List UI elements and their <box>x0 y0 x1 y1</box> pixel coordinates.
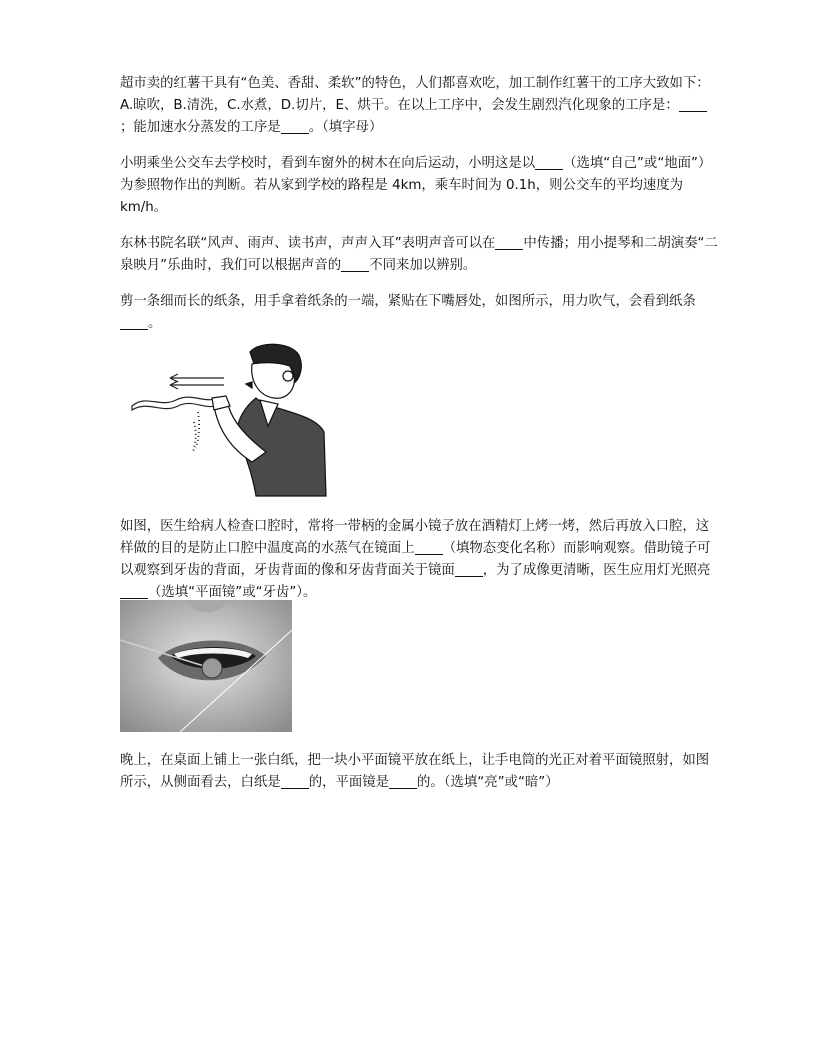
question-text: 中传播；用小提琴和二胡演奏“二泉映月”乐曲时，我们可以根据声音的 <box>120 236 718 273</box>
question-4 <box>120 291 720 335</box>
question-text: （选填“平面镜”或“牙齿”）。 <box>148 585 317 600</box>
question-text: 晚上，在桌面上铺上一张白纸，把一块小平面镜平放在纸上，让手电筒的光正对着平面镜照射，如图所示，从侧面看去，白纸是 <box>120 753 710 790</box>
answer-blank <box>281 773 309 789</box>
answer-blank <box>120 583 148 599</box>
question-6 <box>120 750 720 794</box>
answer-blank <box>341 256 369 272</box>
answer-blank <box>120 314 148 330</box>
question-text: 。 <box>148 316 162 331</box>
answer-blank <box>415 539 443 555</box>
answer-blank <box>535 154 563 170</box>
paper-strip <box>132 397 220 410</box>
dental-mirror <box>202 658 222 678</box>
question-text: ；能加速水分蒸发的工序是 <box>120 120 281 135</box>
question-text: ，为了成像更清晰，医生应用灯光照亮 <box>482 563 711 578</box>
answer-blank <box>679 96 707 112</box>
arrow-heads <box>170 374 178 389</box>
question-5 <box>120 516 720 604</box>
answer-blank <box>495 234 523 250</box>
question-text: 。（填字母） <box>308 120 383 135</box>
question-text: （填物态变化名称）而影响观察。借助镜子可以观察到牙齿的背面，牙齿背面的像和牙齿背面关于镜面 <box>120 541 711 578</box>
question-2 <box>120 153 720 219</box>
question-text: 的，平面镜是 <box>308 775 390 790</box>
question-3 <box>120 233 720 277</box>
question-text: 小明乘坐公交车去学校时，看到车窗外的树木在向后运动，小明这是以 <box>120 156 536 171</box>
answer-blank <box>455 561 483 577</box>
question-text: 如图，医生给病人检查口腔时，常将一带柄的金属小镜子放在酒精灯上烤一烤，然后再放入口腔，这样做的目的是防止口腔中温度高的水蒸气在镜面上 <box>120 519 710 556</box>
answer-blank <box>389 773 417 789</box>
boy <box>212 344 326 496</box>
question-text: 不同来加以辨别。 <box>369 258 477 273</box>
dental-mirror-photo <box>120 600 292 732</box>
question-text: （选填“自己”或“地面”）为参照物作出的判断。若从家到学校的路程是 4km，乘车时间为 0.1h，则公交车的平均速度为 km/h。 <box>120 156 712 215</box>
question-text: 东林书院名联“风声、雨声、读书声，声声入耳”表明声音可以在 <box>120 236 496 251</box>
answer-blank <box>281 118 309 134</box>
boy-blowing-paper-figure <box>128 340 332 498</box>
question-1 <box>120 73 720 139</box>
question-text: 的。（选填“亮”或“暗”） <box>417 775 559 790</box>
dotted-trail <box>193 412 199 452</box>
question-text: 超市卖的红薯干具有“色美、香甜、柔软”的特色，人们都喜欢吃，加工制作红薯干的工序大致如下：A.晾吹，B.清洗，C.水煮，D.切片，E、烘干。在以上工序中，会发生剧烈汽化现象的工序是： <box>120 76 710 113</box>
question-text: 剪一条细而长的纸条，用手拿着纸条的一端，紧贴在下嘴唇处，如图所示，用力吹气，会看到纸条 <box>120 294 696 309</box>
